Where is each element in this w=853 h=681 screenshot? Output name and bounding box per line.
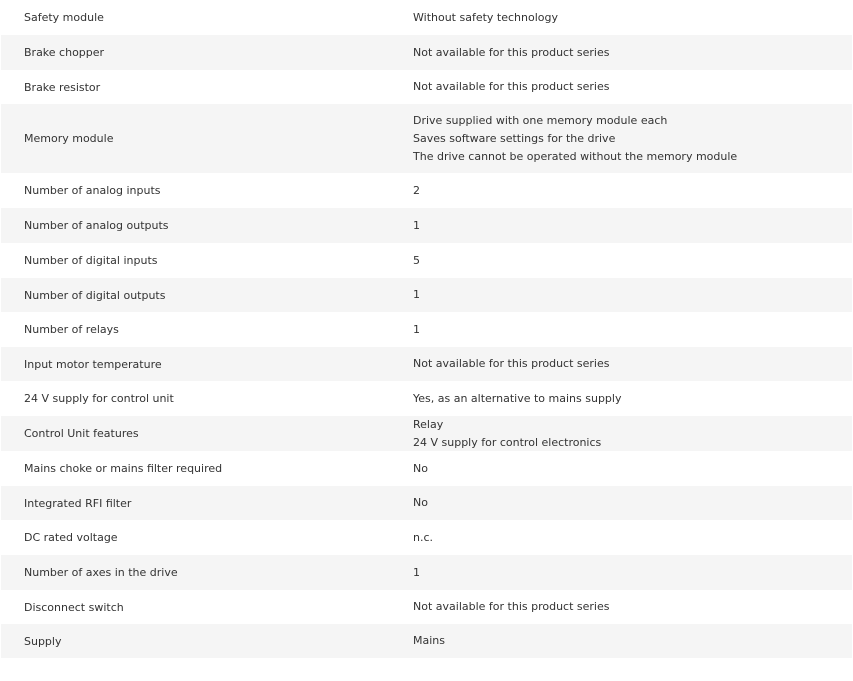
spec-row <box>1 0 852 35</box>
spec-value <box>413 529 852 547</box>
spec-row <box>1 590 852 624</box>
spec-row <box>1 451 852 486</box>
spec-value-line: 1 <box>413 565 420 579</box>
spec-label: Input motor temperature <box>24 357 162 371</box>
spec-value-line: Without safety technology <box>413 10 558 24</box>
spec-row <box>1 416 852 451</box>
spec-value-line: Saves software settings for the drive <box>413 131 616 145</box>
spec-value-line: Not available for this product series <box>413 600 610 613</box>
spec-label: Safety module <box>24 11 104 24</box>
spec-row <box>1 173 852 208</box>
spec-value-line: 2 <box>413 183 420 197</box>
spec-label: Number of analog outputs <box>24 219 169 232</box>
spec-row <box>1 208 852 243</box>
spec-value-line: 1 <box>413 288 420 301</box>
spec-value-line: No <box>413 461 428 475</box>
spec-row <box>1 35 852 70</box>
spec-value <box>413 252 852 270</box>
spec-label: Brake resistor <box>24 80 101 94</box>
spec-label: Disconnect switch <box>24 600 124 614</box>
spec-row <box>1 104 852 173</box>
spec-value-line: 5 <box>413 253 420 267</box>
spec-value <box>413 632 852 650</box>
spec-value-line: Mains <box>413 634 445 647</box>
spec-value <box>413 112 852 166</box>
spec-row <box>1 70 852 104</box>
spec-label: Number of analog inputs <box>24 184 161 197</box>
spec-label: Number of relays <box>24 323 119 336</box>
spec-label: Number of axes in the drive <box>24 566 178 579</box>
spec-value-line: n.c. <box>413 530 434 544</box>
spec-label: DC rated voltage <box>24 531 118 544</box>
spec-label: Memory module <box>24 132 114 145</box>
spec-label: Number of digital outputs <box>24 288 166 302</box>
spec-value-line: 1 <box>413 218 420 232</box>
spec-label: Control Unit features <box>24 427 139 440</box>
spec-label: Number of digital inputs <box>24 254 158 267</box>
spec-value <box>413 321 852 339</box>
spec-label: Integrated RFI filter <box>24 496 132 510</box>
spec-value <box>413 355 852 373</box>
spec-value <box>413 460 852 478</box>
spec-value <box>413 78 852 96</box>
spec-row <box>1 278 852 312</box>
spec-value-line: Not available for this product series <box>413 357 610 370</box>
spec-row <box>1 381 852 416</box>
spec-row <box>1 243 852 278</box>
spec-value <box>413 9 852 27</box>
spec-value-line: 24 V supply for control electronics <box>413 435 602 449</box>
spec-value-line: No <box>413 496 428 509</box>
spec-row <box>1 486 852 520</box>
spec-value-line: Relay <box>413 417 444 431</box>
spec-value-line: Yes, as an alternative to mains supply <box>413 391 622 405</box>
spec-value-line: 1 <box>413 322 420 336</box>
spec-label: 24 V supply for control unit <box>24 392 174 405</box>
spec-row <box>1 312 852 347</box>
spec-value-line: The drive cannot be operated without the memory module <box>413 149 738 163</box>
spec-value <box>413 416 852 452</box>
spec-value <box>413 286 852 304</box>
spec-value-line: Not available for this product series <box>413 80 610 93</box>
spec-value <box>413 182 852 200</box>
spec-row <box>1 555 852 590</box>
spec-value <box>413 564 852 582</box>
spec-value <box>413 494 852 512</box>
spec-label: Mains choke or mains filter required <box>24 462 223 475</box>
spec-row <box>1 520 852 555</box>
spec-value <box>413 598 852 616</box>
specification-table <box>1 0 852 658</box>
spec-label: Supply <box>24 634 62 648</box>
spec-value <box>413 217 852 235</box>
spec-value <box>413 44 852 62</box>
spec-row <box>1 624 852 658</box>
spec-row <box>1 347 852 381</box>
spec-value <box>413 390 852 408</box>
spec-value-line: Not available for this product series <box>413 45 610 59</box>
spec-value-line: Drive supplied with one memory module each <box>413 113 668 127</box>
spec-label: Brake chopper <box>24 46 105 59</box>
